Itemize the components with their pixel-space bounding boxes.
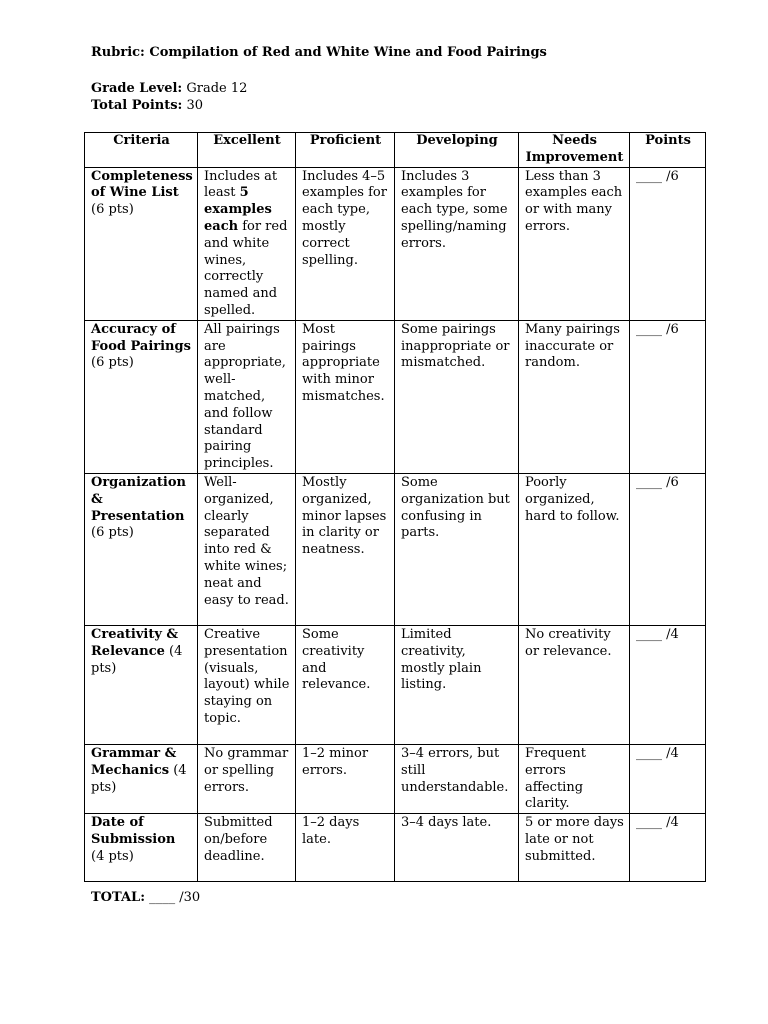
developing-cell: 3–4 days late. <box>395 814 519 882</box>
proficient-cell: Some creativity and relevance. <box>296 625 395 744</box>
criteria-points: (6 pts) <box>91 355 134 371</box>
criteria-name: Completeness of Wine List <box>91 168 193 201</box>
points-cell: ____ /4 <box>630 744 706 813</box>
developing-cell: Some pairings inappropriate or mismatched. <box>395 320 519 473</box>
excellent-text-pre: Includes at least <box>204 168 278 201</box>
excellent-cell: Well-organized, clearly separated into red & white wines; neat and easy to read. <box>198 473 296 625</box>
points-cell: ____ /6 <box>630 167 706 320</box>
criteria-cell <box>85 744 198 813</box>
needs-improvement-cell: No creativity or relevance. <box>519 625 630 744</box>
criteria-cell <box>85 625 198 744</box>
header-developing: Developing <box>395 133 519 168</box>
excellent-cell <box>198 167 296 320</box>
criteria-name: Organization & Presentation <box>91 474 186 524</box>
proficient-cell: Mostly organized, minor lapses in clarity or neatness. <box>296 473 395 625</box>
grade-level-line <box>91 81 247 96</box>
grade-level-value: Grade 12 <box>186 81 248 96</box>
document-title: Rubric: Compilation of Red and White Wine and Food Pairings <box>91 45 547 60</box>
total-value: ____ /30 <box>149 890 201 905</box>
total-points-value: 30 <box>186 98 204 113</box>
criteria-points: (6 pts) <box>91 525 134 541</box>
points-cell: ____ /6 <box>630 320 706 473</box>
needs-improvement-cell: 5 or more days late or not submitted. <box>519 814 630 882</box>
needs-improvement-cell: Less than 3 examples each or with many errors. <box>519 167 630 320</box>
table-row <box>85 473 706 625</box>
criteria-cell <box>85 167 198 320</box>
excellent-cell: No grammar or spelling errors. <box>198 744 296 813</box>
table-row <box>85 167 706 320</box>
table-header-row <box>85 133 706 168</box>
proficient-cell: Includes 4–5 examples for each type, mostly correct spelling. <box>296 167 395 320</box>
developing-cell: 3–4 errors, but still understandable. <box>395 744 519 813</box>
needs-improvement-cell: Frequent errors affecting clarity. <box>519 744 630 813</box>
header-criteria: Criteria <box>85 133 198 168</box>
table-row <box>85 744 706 813</box>
criteria-name: Date of Submission <box>91 815 176 847</box>
header-excellent: Excellent <box>198 133 296 168</box>
points-cell: ____ /4 <box>630 814 706 882</box>
criteria-name: Creativity & Relevance <box>91 626 179 659</box>
criteria-points: (4 pts) <box>91 643 183 676</box>
table-row <box>85 320 706 473</box>
needs-improvement-cell: Poorly organized, hard to follow. <box>519 473 630 625</box>
table-row <box>85 814 706 882</box>
header-points: Points <box>630 133 706 168</box>
excellent-text-post: for red and white wines, correctly named and spelled. <box>204 218 288 318</box>
developing-cell: Some organization but confusing in parts. <box>395 473 519 625</box>
grade-level-label: Grade Level: <box>91 81 183 96</box>
proficient-cell: 1–2 minor errors. <box>296 744 395 813</box>
excellent-cell: Submitted on/before deadline. <box>198 814 296 882</box>
criteria-points: (4 pts) <box>91 848 134 864</box>
total-points-label: Total Points: <box>91 98 183 113</box>
criteria-name: Accuracy of Food Pairings <box>91 321 191 354</box>
points-cell: ____ /6 <box>630 473 706 625</box>
header-proficient: Proficient <box>296 133 395 168</box>
points-cell: ____ /4 <box>630 625 706 744</box>
criteria-cell <box>85 320 198 473</box>
excellent-text-bold: 5 examples each <box>204 185 272 234</box>
header-needs-improvement: Needs Improvement <box>519 133 630 168</box>
rubric-table <box>84 132 706 882</box>
criteria-cell <box>85 814 198 882</box>
criteria-cell <box>85 473 198 625</box>
criteria-name: Grammar & Mechanics <box>91 745 177 778</box>
total-points-line <box>91 98 203 113</box>
excellent-cell: Creative presentation (visuals, layout) while staying on topic. <box>198 625 296 744</box>
total-line <box>91 890 200 905</box>
proficient-cell: Most pairings appropriate with minor mismatches. <box>296 320 395 473</box>
proficient-cell: 1–2 days late. <box>296 814 395 882</box>
needs-improvement-cell: Many pairings inaccurate or random. <box>519 320 630 473</box>
developing-cell: Limited creativity, mostly plain listing. <box>395 625 519 744</box>
criteria-points: (4 pts) <box>91 762 187 795</box>
criteria-points: (6 pts) <box>91 202 134 218</box>
table-row <box>85 625 706 744</box>
excellent-cell: All pairings are appropriate, well-matched, and follow standard pairing principles. <box>198 320 296 473</box>
developing-cell: Includes 3 examples for each type, some spelling/naming errors. <box>395 167 519 320</box>
total-label: TOTAL: <box>91 890 145 905</box>
